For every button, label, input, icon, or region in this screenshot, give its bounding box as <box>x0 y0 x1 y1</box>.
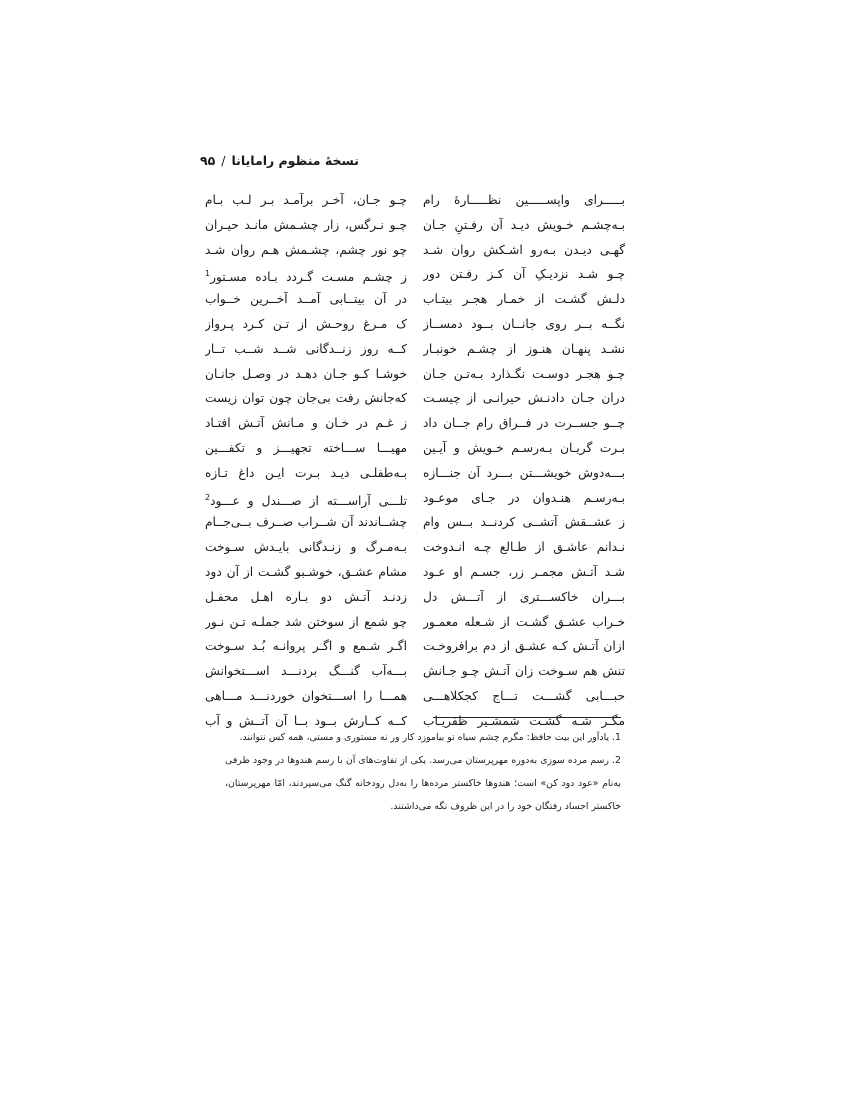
hemistich-left-text: که‌جانش رفت بی‌جان چون توان زیست <box>205 391 407 406</box>
hemistich-left-text: اگـر شـمع و اگـر پروانـه بُـد سـوخت <box>205 639 407 654</box>
hemistich-right: بـــــرای واپســـــین نظـــــارهٔ رام <box>423 193 625 207</box>
hemistich-left <box>205 684 407 709</box>
hemistich-right: تنش هم سـوخت زان آتـش چـو جـانش <box>423 664 625 679</box>
verse-row <box>205 213 625 238</box>
hemistich-left-text: کــه کــارش بــود بــا آن آتــش و آب <box>205 713 407 728</box>
header-separator: / <box>221 152 226 168</box>
poem-body <box>205 188 625 734</box>
verse-row <box>205 411 625 436</box>
verse-row <box>205 188 625 213</box>
hemistich-left-text: در آن بیتــابی آمــد آخــرین خــواب <box>205 292 407 307</box>
hemistich-left <box>205 262 407 287</box>
hemistich-left <box>205 386 407 411</box>
verse-row <box>205 684 625 709</box>
hemistich-right: گهـی دیـدن بـه‌رو اشـکش روان شـد <box>423 242 625 257</box>
hemistich-right: دلـش گشـت از خمـار هجـر بیتـاب <box>423 292 625 307</box>
verse-row <box>205 560 625 585</box>
footnote-ref: 1 <box>205 269 211 279</box>
hemistich-right: نشـد پنهـان هنـوز از چشـم خونبـار <box>423 341 625 356</box>
verse-row <box>205 287 625 312</box>
running-header-title: نسخهٔ منظوم رامایانا <box>231 152 359 168</box>
hemistich-right: چـو شـد نزدیـکِ آن کـز رفـتن دور <box>423 267 625 282</box>
hemistich-right: حبـــابی گشـــت تـــاج کجکلاهـــی <box>423 688 625 703</box>
verse-row <box>205 610 625 635</box>
footnote-1-text: 1. یادآور این بیت حافظ: مگرم چشم سیاه تو بیاموزد کار ور نه مستوری و مستی، همه کس نتوانند. <box>239 732 621 743</box>
hemistich-left <box>205 436 407 461</box>
page-number: ۹۵ <box>200 152 216 168</box>
hemistich-left <box>205 535 407 560</box>
hemistich-left <box>205 560 407 585</box>
verse-row <box>205 634 625 659</box>
hemistich-left <box>205 486 407 511</box>
hemistich-right: خـراب عشـق گشـت از شـعله معمـور <box>423 614 625 629</box>
hemistich-left-text: ز غـم در خـان و مـانش آتـش افتـاد <box>205 416 407 431</box>
hemistich-right: بـه‌چشـم خـویش دیـد آن رفـتنِ جـان <box>423 217 625 232</box>
footnote-1 <box>225 726 621 749</box>
hemistich-left <box>205 362 407 387</box>
verse-row <box>205 386 625 411</box>
hemistich-right: چــو جســرت در فــراق رام جــان داد <box>423 416 625 431</box>
hemistich-left <box>205 411 407 436</box>
hemistich-right: ز عشــقش آتشــی کردنــد بــس وام <box>423 515 625 530</box>
verse-row <box>205 659 625 684</box>
footnote-ref: 2 <box>205 492 211 502</box>
hemistich-left-text: بـــه‌آب گنـــگ بردنـــد اســـتخوانش <box>205 664 407 679</box>
verse-row <box>205 362 625 387</box>
verse-row <box>205 262 625 287</box>
hemistich-left-text: مهیـــا ســـاخته تجهیـــز و تکفـــین <box>205 440 407 455</box>
hemistich-left-text: چشــاندند آن شــراب صــرف بــی‌جــام <box>205 515 407 530</box>
hemistich-left-text: مشام عشـق، خوشـبو گشـت از آن دود <box>205 564 407 579</box>
running-header <box>200 149 620 171</box>
hemistich-right: بـه‌رسـم هنـدوان در جـای موعـود <box>423 490 625 505</box>
hemistich-left-text: زدنـد آتـش دو بـاره اهـل محفـل <box>205 589 407 604</box>
hemistich-right: دران جـان دادنـش حیرانـی از چیسـت <box>423 391 625 406</box>
hemistich-left <box>205 287 407 312</box>
hemistich-left-text: خوشـا کـو جـان دهـد در وصـل جانـان <box>205 366 407 381</box>
verse-row <box>205 461 625 486</box>
verse-row <box>205 486 625 511</box>
hemistich-left <box>205 213 407 238</box>
hemistich-right: نگــه بــر روی جانــان بــود دمســاز <box>423 316 625 331</box>
footnotes <box>225 726 621 818</box>
hemistich-left <box>205 585 407 610</box>
hemistich-left-text: چو نور چشم، چشـمش هـم روان شـد <box>205 242 407 257</box>
hemistich-left-text: تلـــی آراســـته از صـــندل و عـــود <box>210 493 407 508</box>
hemistich-left-text: بـه‌مـرگ و زنـدگانی بایـدش سـوخت <box>205 540 407 555</box>
hemistich-left <box>205 510 407 535</box>
footnote-2 <box>225 749 621 818</box>
verse-row <box>205 510 625 535</box>
hemistich-left-text: ک مـرغ روحـش از تـن کـرد پـرواز <box>205 316 407 331</box>
hemistich-left <box>205 312 407 337</box>
verse-row <box>205 436 625 461</box>
verse-row <box>205 312 625 337</box>
hemistich-left-text: ز چشـم مسـت گـردد بـاده مسـتور <box>210 270 407 285</box>
hemistich-left-text: کــه روز زنــدگانی شــد شــب تــار <box>205 341 407 356</box>
hemistich-right: بـــران خاکســـتری از آتـــش دل <box>423 589 625 604</box>
hemistich-right: شـد آتـش مجمـر زر، جسـم او عـود <box>423 564 625 579</box>
hemistich-right: بـرت گریـان بـه‌رسـم خـویش و آیـین <box>423 440 625 455</box>
verse-row <box>205 337 625 362</box>
verse-row <box>205 585 625 610</box>
hemistich-left <box>205 659 407 684</box>
verse-row <box>205 535 625 560</box>
footnote-2-text: 2. رسم مرده سوزی به‌دوره مهرپرستان می‌رسد. یکی از تفاوت‌های آن با رسم هندوها در وجود ظرفی به‌نام «عود دود کن» است؛ هندوها خاکستر مرده‌ها را به‌دل رودخانه گنگ می‌سپردند، امّا مهرپرستان، خاکستر اجساد رفتگان خود را در این ظروف نگه می‌داشتند. <box>225 755 621 812</box>
hemistich-left <box>205 188 407 213</box>
hemistich-right: نـدانم عاشـق از طـالع چـه انـدوخت <box>423 540 625 555</box>
hemistich-left <box>205 337 407 362</box>
hemistich-left <box>205 238 407 263</box>
hemistich-left-text: چـو نـرگس، زار چشـمش مانـد حیـران <box>205 217 407 232</box>
hemistich-right: چـو هجـر دوسـت نگـذارد بـه‌تـن جـان <box>423 366 625 381</box>
hemistich-right: ازان آتـش کـه عشـق از دم برافروخـت <box>423 639 625 654</box>
verse-row <box>205 238 625 263</box>
hemistich-right: مگـر شـه گشـت شمشـیر ظفریـاب <box>423 713 625 728</box>
hemistich-left-text: چـو جـان، آخـر برآمـد بـر لـب بـام <box>205 193 407 207</box>
hemistich-left-text: بـه‌طفلـی دیـد بـرت ایـن داغ تـازه <box>205 465 407 480</box>
hemistich-left-text: چو شمع از سوختن شد جملـه تـن نـور <box>205 614 407 629</box>
hemistich-left <box>205 610 407 635</box>
hemistich-right: بـــه‌دوش خویشـــتن بـــرد آن جنـــازه <box>423 465 625 480</box>
hemistich-left <box>205 634 407 659</box>
hemistich-left-text: همـــا را اســـتخوان خوردنـــد مـــاهی <box>205 688 407 703</box>
hemistich-left <box>205 461 407 486</box>
footnote-divider <box>433 717 621 718</box>
